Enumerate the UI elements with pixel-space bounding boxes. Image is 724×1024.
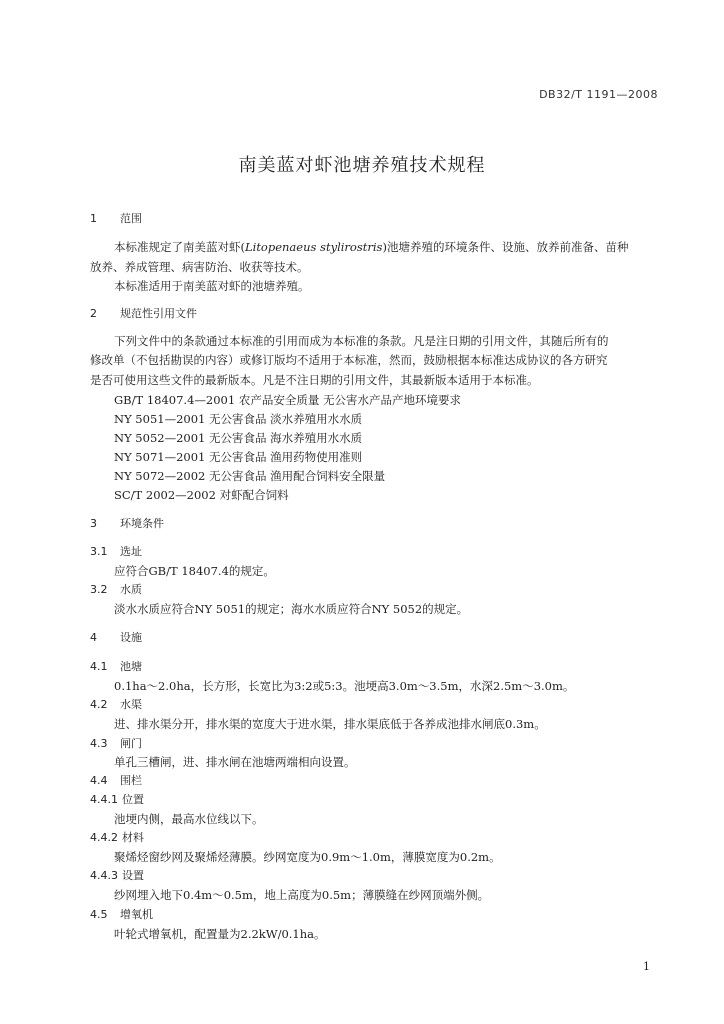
reference-item: NY 5052—2001 无公害食品 海水养殖用水水质: [114, 431, 363, 445]
paragraph-line: [114, 239, 628, 255]
paragraph-line: 应符合GB/T 18407.4的规定。: [114, 564, 275, 578]
paragraph-line: 进、排水渠分开，排水渠的宽度大于进水渠，排水渠底低于各养成池排水闸底0.3m。: [114, 717, 546, 731]
subsubsection-heading: [90, 868, 144, 884]
section-number: 2: [90, 307, 97, 320]
subsection-heading: [90, 544, 142, 560]
reference-item: NY 5071—2001 无公害食品 渔用药物使用准则: [114, 450, 363, 464]
subsection-heading: [90, 907, 153, 923]
latin-name: Litopenaeus stylirostris: [245, 240, 383, 254]
section-title: 设施: [120, 631, 142, 644]
section-title: 环境条件: [120, 517, 164, 530]
paragraph-line: 叶轮式增氧机，配置量为2.2kW/0.1ha。: [114, 927, 326, 941]
subsubsection-title: 位置: [122, 793, 144, 806]
document-title: 南美蓝对虾池塘养殖技术规程: [238, 155, 486, 176]
section-4-heading: [90, 630, 142, 646]
paragraph-line: 本标准适用于南美蓝对虾的池塘养殖。: [114, 279, 310, 293]
subsubsection-title: 设置: [122, 869, 144, 882]
section-number: 3: [90, 517, 97, 530]
subsection-heading: [90, 697, 142, 713]
subsubsection-number: 4.4.3: [90, 869, 118, 882]
subsubsection-number: 4.4.1: [90, 793, 118, 806]
paragraph-line: 放养、养成管理、病害防治、收获等技术。: [90, 260, 309, 274]
subsection-number: 4.4: [90, 774, 108, 787]
paragraph-line: 下列文件中的条款通过本标准的引用而成为本标准的条款。凡是注日期的引用文件，其随后所有的: [114, 334, 609, 348]
subsection-number: 3.2: [90, 583, 108, 596]
subsection-title: 增氧机: [120, 908, 153, 921]
paragraph-line: 聚烯烃窗纱网及聚烯烃薄膜。纱网宽度为0.9m～1.0m，薄膜宽度为0.2m。: [114, 850, 501, 864]
subsection-heading: [90, 659, 142, 675]
subsubsection-number: 4.4.2: [90, 831, 118, 844]
subsection-heading: [90, 736, 142, 752]
paragraph-line: 是否可使用这些文件的最新版本。凡是不注日期的引用文件，其最新版本适用于本标准。: [90, 373, 539, 387]
text-span: 本标准规定了南美蓝对虾(: [114, 240, 245, 254]
subsection-number: 4.5: [90, 908, 108, 921]
subsection-title: 围栏: [120, 774, 142, 787]
reference-item: NY 5072—2002 无公害食品 渔用配合饲料安全限量: [114, 469, 386, 483]
paragraph-line: 淡水水质应符合NY 5051的规定；海水水质应符合NY 5052的规定。: [114, 602, 469, 616]
subsection-title: 闸门: [120, 737, 142, 750]
paragraph-line: 修改单（不包括勘误的内容）或修订版均不适用于本标准，然而，鼓励根据本标准达成协议的各方研究: [90, 353, 608, 367]
subsection-number: 4.2: [90, 698, 108, 711]
section-1-heading: [90, 211, 142, 227]
section-number: 1: [90, 212, 97, 225]
page-number: 1: [643, 960, 650, 973]
section-title: 规范性引用文件: [120, 307, 197, 320]
subsubsection-heading: [90, 792, 144, 808]
subsection-heading: [90, 773, 142, 789]
paragraph-line: 池埂内侧，最高水位线以下。: [114, 812, 264, 826]
subsection-number: 4.3: [90, 737, 108, 750]
subsection-title: 池塘: [120, 660, 142, 673]
subsection-number: 3.1: [90, 545, 108, 558]
paragraph-line: 单孔三槽闸，进、排水闸在池塘两端相向设置。: [114, 755, 356, 769]
section-number: 4: [90, 631, 97, 644]
reference-item: NY 5051—2001 无公害食品 淡水养殖用水水质: [114, 412, 363, 426]
paragraph-line: 纱网埋入地下0.4m～0.5m，地上高度为0.5m；薄膜缝在纱网顶端外侧。: [114, 888, 490, 902]
reference-item: SC/T 2002—2002 对虾配合饲料: [114, 488, 289, 502]
subsubsection-heading: [90, 830, 144, 846]
section-title: 范围: [120, 212, 142, 225]
section-3-heading: [90, 516, 164, 532]
text-span: )池塘养殖的环境条件、设施、放养前准备、苗种: [382, 240, 629, 254]
section-2-heading: [90, 306, 197, 322]
subsubsection-title: 材料: [122, 831, 144, 844]
subsection-title: 水质: [120, 583, 142, 596]
subsection-number: 4.1: [90, 660, 108, 673]
subsection-title: 水渠: [120, 698, 142, 711]
reference-item: GB/T 18407.4—2001 农产品安全质量 无公害水产品产地环境要求: [114, 393, 461, 407]
standard-code: DB32/T 1191—2008: [539, 88, 658, 101]
subsection-heading: [90, 582, 142, 598]
paragraph-line: 0.1ha～2.0ha，长方形，长宽比为3:2或5:3。池埂高3.0m～3.5m，水深2.5m～3.0m。: [114, 679, 575, 693]
subsection-title: 选址: [120, 545, 142, 558]
